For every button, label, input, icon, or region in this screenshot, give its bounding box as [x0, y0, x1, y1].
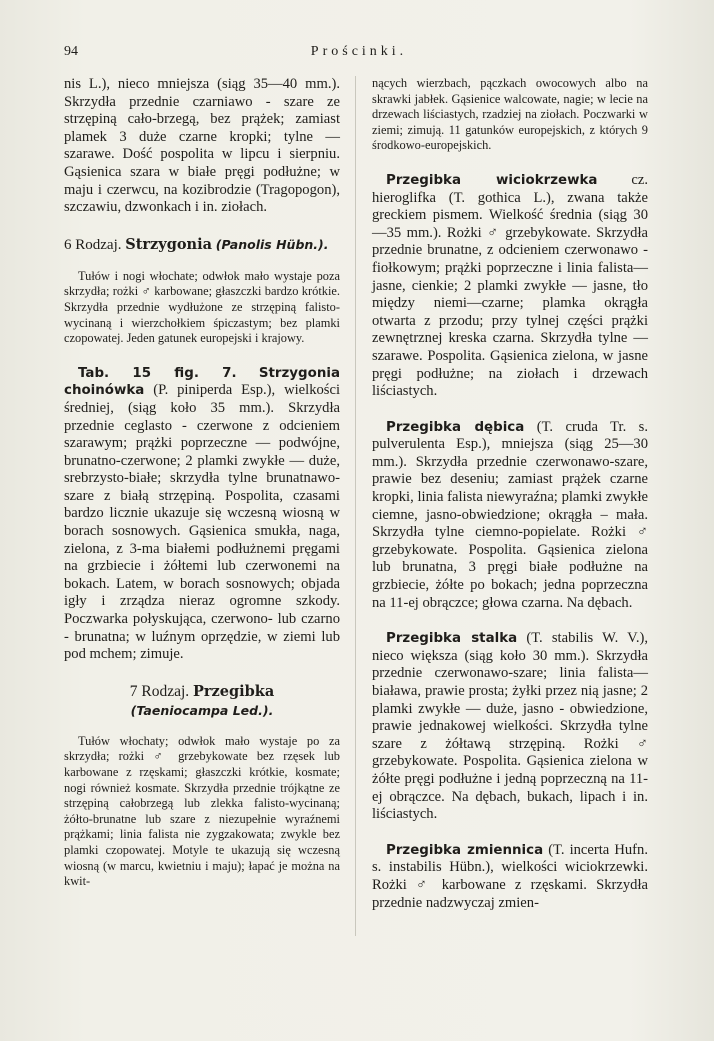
genus-description-strzygonia: Tułów i nogi włochate; odwłok mało wystaje poza skrzydła; rożki ♂ karbowane; głaszczki bardzo krótkie. Skrzydła przednie wydłużone ze strzępiną falisto-wycinaną i wierzchołkiem śpiczastym; bez plamki czopowatej. Jeden gatunek europejski i krajowy.: [64, 268, 340, 346]
genus-heading-strzygonia: [64, 235, 340, 255]
species-name: Przegibka zmiennica: [386, 842, 544, 858]
species-text: (P. piniperda Esp.), wielkości średniej, (siąg koło 35 mm.). Skrzydła przednie ceglasto - czerwone z odcieniem szarawym; prążki poprzeczne — podwójne, brunatno-czerwone; 2 plamki zwykłe — duże, srebrzysto-białe; skrzydła tylne brunatnawo-szare z białą strzępiną. Pospolita, czasami bardzo licznie ukazuje się wczesną wiosną w borach sosnowych. Gąsienica smukła, naga, zielona, z 3-ma białemi podłużnemi pręgami na grzbiecie i żółtemi lub czerwonemi na bokach. Latem, w borach sosnowych; objada igły i zrządza nieraz ogromne szkody. Poczwarka połyskująca, czerwono- lub czarno - brunatna; w luźnym oprzędzie, w ziemi lub pod mchem; zimuje.: [64, 382, 340, 663]
genus-prefix: 6 Rodzaj.: [64, 236, 122, 253]
plate-reference: Tab. 15 fig. 7.: [78, 365, 237, 381]
genus-heading-przegibka: [64, 682, 340, 720]
species-entry-wiciokrzewka: [372, 172, 648, 401]
species-entry-stalka: [372, 630, 648, 824]
species-name: Przegibka wiciokrzewka: [386, 172, 598, 188]
right-column: [372, 76, 648, 912]
page-header: [64, 44, 654, 68]
left-column: [64, 76, 340, 890]
column-divider: [355, 76, 356, 936]
species-name: Strzygonia choinówka: [64, 365, 340, 399]
species-text: (T. cruda Tr. s. pulverulenta Esp.), mniejsza (siąg 25—30 mm.). Skrzydła przednie czerwonawo-szare, prawie bez deseniu; zamiast prążek czarne kropki, linia falista niewyraźna; plamki zwykłe ciemne, jasno-obwiedzione; okrągła – mała. Skrzydła tylne ciemno-popielate. Rożki ♂ grzebykowate. Pospolita. Gąsienica zielona lub brunatna, 3 pręgi białe podłużne na grzbiecie, żółte po bokach; jedna poprzeczna na 11-ej obrączce; głowa czarna. Na dębach.: [372, 418, 648, 611]
genus-author: (Taeniocampa Led.).: [130, 702, 274, 718]
species-name: Przegibka dębica: [386, 419, 525, 435]
species-text: (T. stabilis W. V.), nieco większa (siąg koło 30 mm.). Skrzydła przednie czerwonawo-szare; linia falista—biaława, prawie prosta; żyłki przez nią jasne; 2 plamki zwykłe — duże, jasno - obwiedzione, prawie jednakowej wielkości. Skrzydła tylne szare z żółtawą strzępiną. Rożki ♂ grzebykowate. Pospolita. Gąsienica zielona w żółte pręgi podłużne i jedną poprzeczną na 11-ej obrączce. Na dębach, bukach, lipach i in. liściastych.: [372, 630, 648, 823]
page-number: 94: [64, 44, 78, 59]
continuation-paragraph: nis L.), nieco mniejsza (siąg 35—40 mm.). Skrzydła przednie czarniawo - szare ze strzępiną cało-brzegą, bez prążek; zamiast plamek 3 duże czarne kropki; tylne — szarawe. Dość pospolita w lipcu i sierpniu. Gąsienica szara w białe pręgi podłużne; w maju i czerwcu, na kozibrodzie (Tragopogon), szczawiu, dzwonkach i in. ziołach.: [64, 76, 340, 216]
genus-description-przegibka: Tułów włochaty; odwłok mało wystaje po za skrzydła; rożki ♂ grzebykowate bez rzęsek lub karbowane z rzęskami; głaszczki krótkie, kosmate; nogi również kosmate. Skrzydła przednie trójkątne ze strzępiną całobrzegą lub zlekka falisto-wycinaną; żółto-brunatne lub szare z niezupełnie wyraźnemi prążkami; linia falista nie zygzakowata; zwykle bez plamki czopowatej. Motyle te ukazują się wczesną wiosną (w marcu, kwietniu i maju); łapać je można na kwit-: [64, 733, 340, 889]
running-title: Prościnki.: [310, 44, 408, 59]
species-text: (T. incerta Hufn. s. instabilis Hübn.), wielkości wiciokrzewki. Rożki ♂ karbowane z rzęskami. Skrzydła przednie nadzwyczaj zmien-: [372, 841, 648, 911]
genus-name: Strzygonia: [125, 235, 212, 253]
species-name: Przegibka stalka: [386, 631, 518, 647]
species-entry-debica: [372, 419, 648, 613]
genus-author: (Panolis Hübn.).: [215, 236, 329, 252]
continuation-paragraph: nących wierzbach, pączkach owocowych albo na skrawki jabłek. Gąsienice walcowate, nagie; w lecie na drzewach liściastych, rzadziej na ziołach. Poczwarki w ziemi; zimują. 11 gatunków europejskich, z których 9 środkowo-europejskich.: [372, 76, 648, 153]
species-entry-choinowka: [64, 365, 340, 664]
species-text: cz. hieroglifka (T. gothica L.), zwana także greckiem pismem. Wielkość średnia (siąg 30—35 mm.). Rożki ♂ grzebykowate. Skrzydła przednie brunatne, z odcieniem czerwonawo - fiołkowym; prążki poprzeczne i linia falista—jasne, cienkie; 2 plamki zwykłe — jasne, tło między niemi—czarne; plamka okrągła otwarta z przodu; przy tylnej części prążki zewnętrznej kreska czarna. Skrzydła tylne —szarawe. Pospolita. Gąsienica zielona, w jasne pręgi podłużne; na ziołach i drzewach liściastych.: [372, 171, 648, 400]
genus-prefix: 7 Rodzaj.: [129, 682, 190, 700]
genus-name: Przegibka: [193, 682, 275, 700]
species-entry-zmiennica: [372, 842, 648, 912]
